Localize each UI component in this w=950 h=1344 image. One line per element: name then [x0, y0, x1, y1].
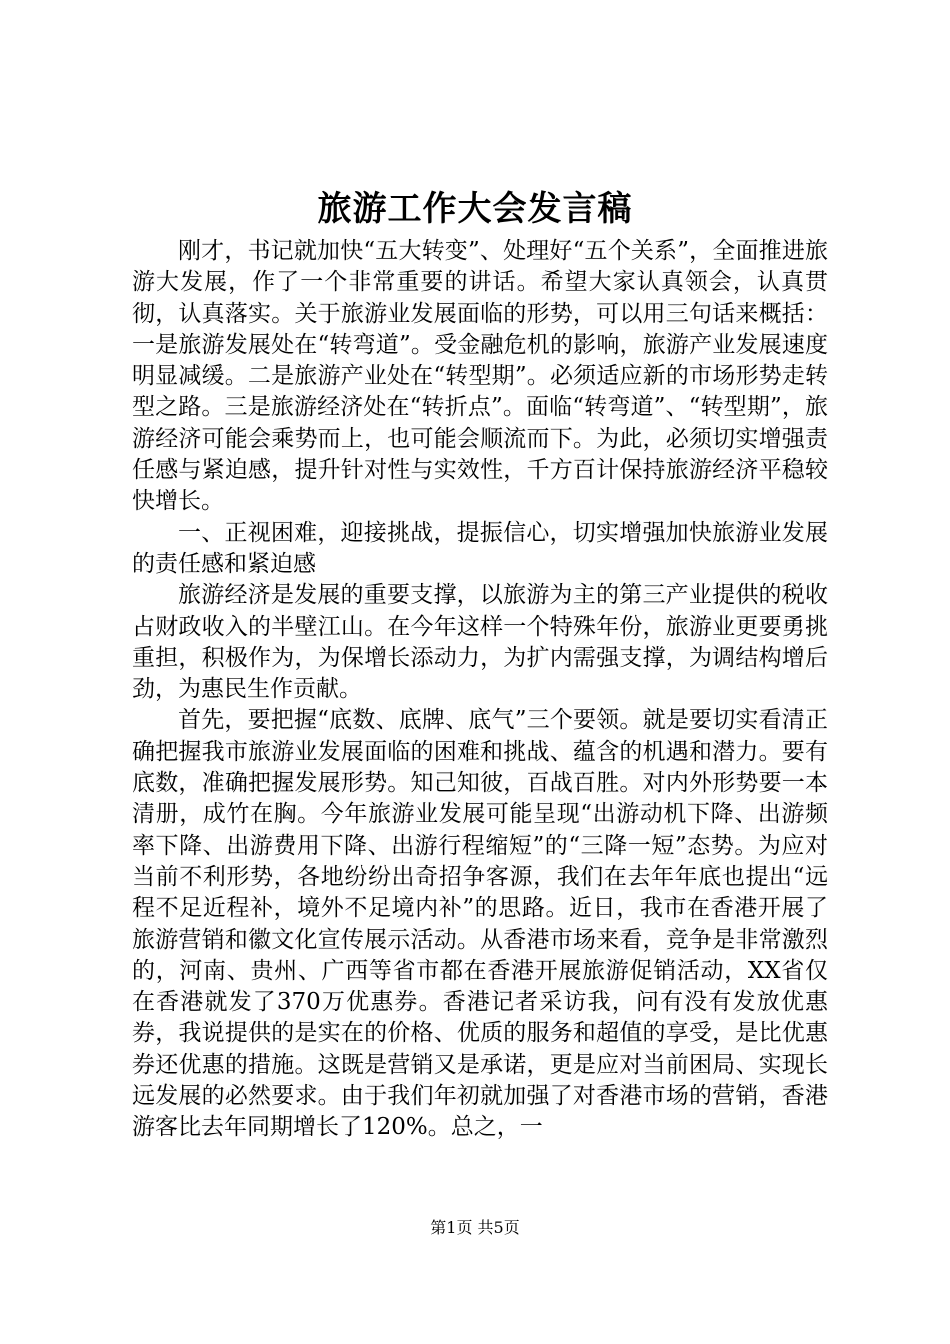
page-number-footer: 第1页 共5页 — [430, 1218, 520, 1237]
paragraph-first-point: 首先，要把握“底数、底牌、底气”三个要领。就是要切实看清正确把握我市旅游业发展面临的困难和挑战、蕴含的机遇和潜力。要有底数，准确把握发展形势。知己知彼，百战百胜。对内外形势要一本清册，成竹在胸。今年旅游业发展可能呈现“出游动机下降、出游频率下降、出游费用下降、出游行程缩短”的“三降一短”态势。为应对当前不利形势，各地纷纷出奇招争客源，我们在去年年底也提出“远程不足近程补，境外不足境内补”的思路。近日，我市在香港开展了旅游营销和徽文化宣传展示活动。从香港市场来看，竞争是非常激烈的，河南、贵州、广西等省市都在香港开展旅游促销活动，XX省仅在香港就发了370万优惠券。香港记者采访我，问有没有发放优惠券，我说提供的是实在的价格、优质的服务和超值的享受，是比优惠券还优惠的措施。这既是营销又是承诺，更是应对当前困局、实现长远发展的必然要求。由于我们年初就加强了对香港市场的营销，香港游客比去年同期增长了120%。总之，一 — [132, 707, 828, 1141]
paragraph-tourism-economy: 旅游经济是发展的重要支撑，以旅游为主的第三产业提供的税收占财政收入的半壁江山。在今年这样一个特殊年份，旅游业更要勇挑重担，积极作为，为保增长添动力，为扩内需强支撑，为调结构增后劲，为惠民生作贡献。 — [132, 582, 828, 703]
document-title: 旅游工作大会发言稿 — [317, 189, 633, 229]
paragraph-intro: 刚才，书记就加快“五大转变”、处理好“五个关系”，全面推进旅游大发展，作了一个非常重要的讲话。希望大家认真领会，认真贯彻，认真落实。关于旅游业发展面临的形势，可以用三句话来概括：一是旅游发展处在“转弯道”。受金融危机的影响，旅游产业发展速度明显减缓。二是旅游产业处在“转型期”。必须适应新的市场形势走转型之路。三是旅游经济处在“转折点”。面临“转弯道”、“转型期”，旅游经济可能会乘势而上，也可能会顺流而下。为此，必须切实增强责任感与紧迫感，提升针对性与实效性，千方百计保持旅游经济平稳较快增长。 — [132, 238, 828, 515]
document-body — [132, 236, 828, 1144]
paragraph-section-heading: 一、正视困难，迎接挑战，提振信心，切实增强加快旅游业发展的责任感和紧迫感 — [132, 519, 828, 577]
